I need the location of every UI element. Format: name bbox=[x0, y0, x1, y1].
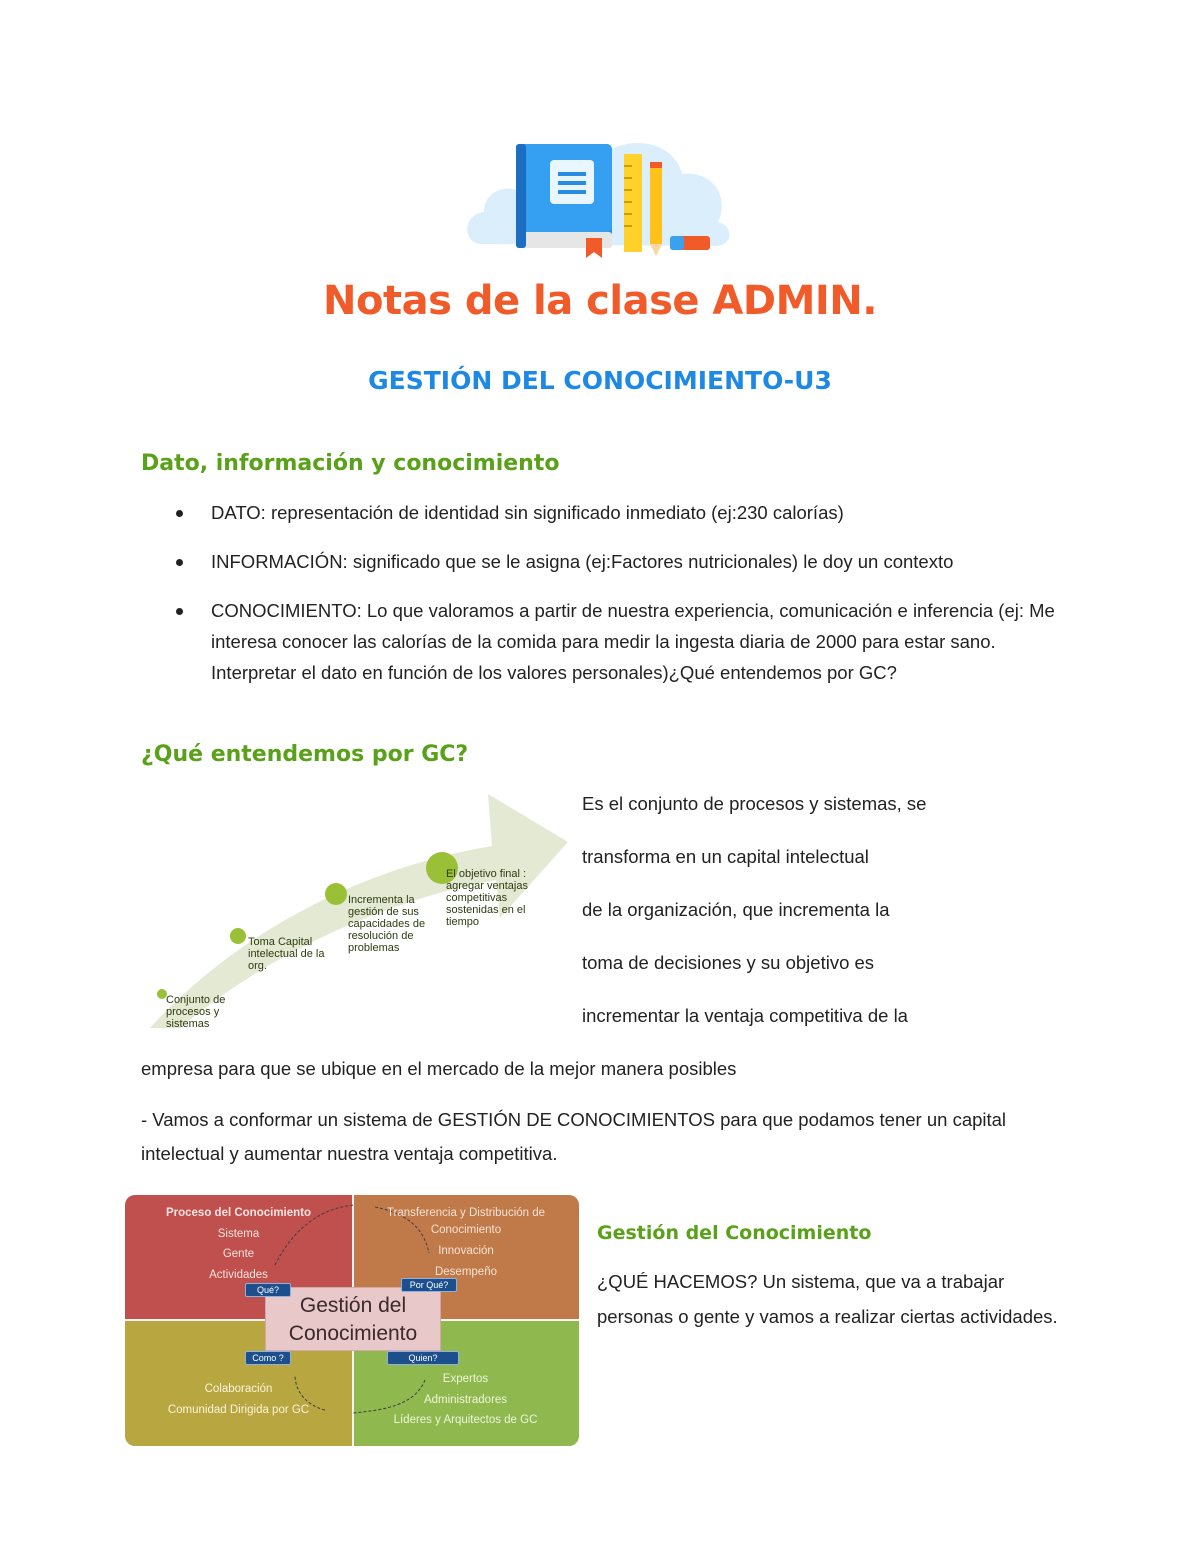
quadrant-line: Colaboración bbox=[204, 1383, 273, 1395]
list-item: CONOCIMIENTO: Lo que valoramos a partir de nuestra experiencia, comunicación e inferencia (ej: Me interesa conocer las calorías de la comida para medir la ingesta diaria de 2000 para estar sano. Interpretar el dato en función de los valores personales)¿Qué entendemos por GC? bbox=[211, 595, 1071, 688]
gc-definition-line: transforma en un capital intelectual bbox=[582, 846, 869, 867]
quadrant-line: Innovación bbox=[438, 1245, 494, 1257]
tag-quien: Quien? bbox=[387, 1351, 459, 1365]
quadrant-bottom-right-text bbox=[352, 1369, 579, 1431]
gc-arrow-diagram bbox=[140, 790, 570, 1030]
quadrant-line: Transferencia y Distribución de Conocimiento bbox=[386, 1207, 546, 1236]
list-item: DATO: representación de identidad sin significado inmediato (ej:230 calorías) bbox=[211, 497, 1071, 528]
section-heading-dato: Dato, información y conocimiento bbox=[141, 451, 560, 476]
quadrant-line: Sistema bbox=[217, 1227, 260, 1240]
gc-definition-line: Es el conjunto de procesos y sistemas, se bbox=[582, 793, 927, 814]
center-title: Gestión del Conocimiento bbox=[265, 1287, 441, 1351]
quadrant-top-right-text bbox=[361, 1205, 571, 1281]
list-item: INFORMACIÓN: significado que se le asigna (ej:Factores nutricionales) le doy un contexto bbox=[211, 546, 1071, 577]
quadrant-line: Administradores bbox=[423, 1393, 508, 1406]
arrow-step-4: El objetivo final : agregar ventajas competitivas sostenidas en el tiempo bbox=[446, 868, 528, 928]
section-heading-gestion: Gestión del Conocimiento bbox=[597, 1222, 872, 1244]
gc-quadrant-diagram bbox=[125, 1195, 579, 1446]
header-illustration bbox=[462, 126, 738, 264]
quadrant-header: Proceso del Conocimiento bbox=[165, 1207, 312, 1219]
gc-definition-line: incrementar la ventaja competitiva de la bbox=[582, 1005, 908, 1026]
tag-porque: Por Qué? bbox=[401, 1278, 457, 1292]
quadrant-line: Gente bbox=[222, 1248, 255, 1260]
gc-definition-continuation: empresa para que se ubique en el mercado de la mejor manera posibles bbox=[141, 1058, 737, 1079]
quadrant-bottom-left-text bbox=[125, 1379, 352, 1420]
tag-que: Qué? bbox=[245, 1283, 291, 1297]
quadrant-line: Líderes y Arquitectos de GC bbox=[393, 1414, 538, 1426]
definition-list bbox=[211, 497, 1071, 706]
quadrant-top-left-text bbox=[125, 1203, 352, 1285]
gc-note: - Vamos a conformar un sistema de GESTIÓN DE CONOCIMIENTOS para que podamos tener un capital intelectual y aumentar nuestra ventaja competitiva. bbox=[141, 1109, 1007, 1164]
tag-como: Como ? bbox=[245, 1351, 291, 1365]
gc-definition-line: toma de decisiones y su objetivo es bbox=[582, 952, 875, 973]
section-heading-gc: ¿Qué entendemos por GC? bbox=[141, 742, 469, 767]
quadrant-line: Expertos bbox=[442, 1373, 489, 1385]
quadrant-line: Actividades bbox=[209, 1268, 268, 1281]
page-subtitle: GESTIÓN DEL CONOCIMIENTO-U3 bbox=[368, 366, 832, 395]
arrow-step-2: Toma Capital intelectual de la org. bbox=[248, 936, 325, 972]
quadrant-line: Comunidad Dirigida por GC bbox=[167, 1403, 310, 1416]
gestion-description: ¿QUÉ HACEMOS? Un sistema, que va a trabajar personas o gente y vamos a realizar ciertas actividades. bbox=[597, 1271, 1058, 1327]
page-title: Notas de la clase ADMIN. bbox=[323, 278, 877, 324]
gc-definition-line: de la organización, que incrementa la bbox=[582, 899, 890, 920]
arrow-step-1: Conjunto de procesos y sistemas bbox=[166, 994, 226, 1030]
quadrant-line: Desempeño bbox=[434, 1266, 497, 1278]
arrow-step-3: Incrementa la gestión de sus capacidades de resolución de problemas bbox=[348, 894, 426, 954]
book-pencil-cloud-icon bbox=[462, 126, 738, 264]
